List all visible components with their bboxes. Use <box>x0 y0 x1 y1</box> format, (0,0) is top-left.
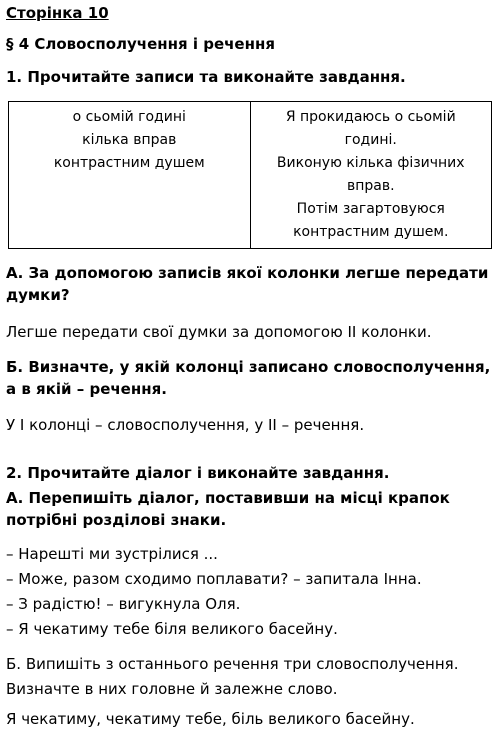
column-2 <box>250 102 492 249</box>
task2-question-b-line2: Визначте в них головне й залежне слово. <box>6 680 338 698</box>
table-row <box>9 102 492 249</box>
column-2-line: Я прокидаюсь о сьомій <box>285 109 456 125</box>
column-1-line: контрастним душем <box>53 155 205 171</box>
task1-question-a: А. За допомогою записів якої колонки легше передати думки? <box>6 264 489 304</box>
task2-heading: 2. Прочитайте діалог і виконайте завдання. <box>6 464 390 482</box>
column-1-line: о сьомій годині <box>72 109 186 125</box>
task1-answer-b: У I колонці – словосполучення, у II – речення. <box>6 416 365 434</box>
column-2-line: годині. <box>344 132 397 148</box>
column-2-line: Виконую кілька фізичних <box>276 155 465 171</box>
column-2-line: вправ. <box>346 178 395 194</box>
dialog-line: – Я чекатиму тебе біля великого басейну. <box>6 620 338 638</box>
columns-table <box>8 101 492 249</box>
dialog-line: – Нарешті ми зустрілися ... <box>6 545 218 563</box>
task1-question-b: Б. Визначте, у якій колонці записано словосполучення, а в якій – речення. <box>6 358 491 398</box>
task1-answer-a: Легше передати свої думки за допомогою II колонки. <box>6 323 432 341</box>
column-2-line: Потім загартовуюся <box>296 201 445 217</box>
task2-answer-b: Я чекатиму, чекатиму тебе, біль великого басейну. <box>6 710 415 728</box>
dialog-line: – Може, разом сходимо поплавати? – запитала Інна. <box>6 570 422 588</box>
column-1 <box>9 102 251 249</box>
dialog-line: – З радістю! – вигукнула Оля. <box>6 595 241 613</box>
task1-heading: 1. Прочитайте записи та виконайте завдання. <box>6 68 406 86</box>
task2-question-b-line1: Б. Випишіть з останнього речення три словосполучення. <box>6 655 459 673</box>
task2-question-a: А. Перепишіть діалог, поставивши на місці крапок потрібні розділові знаки. <box>6 489 450 529</box>
page-title: Сторінка 10 <box>6 4 109 22</box>
section-title: § 4 Словосполучення і речення <box>6 35 275 53</box>
column-2-line: контрастним душем. <box>293 224 449 240</box>
column-1-line: кілька вправ <box>82 132 177 148</box>
